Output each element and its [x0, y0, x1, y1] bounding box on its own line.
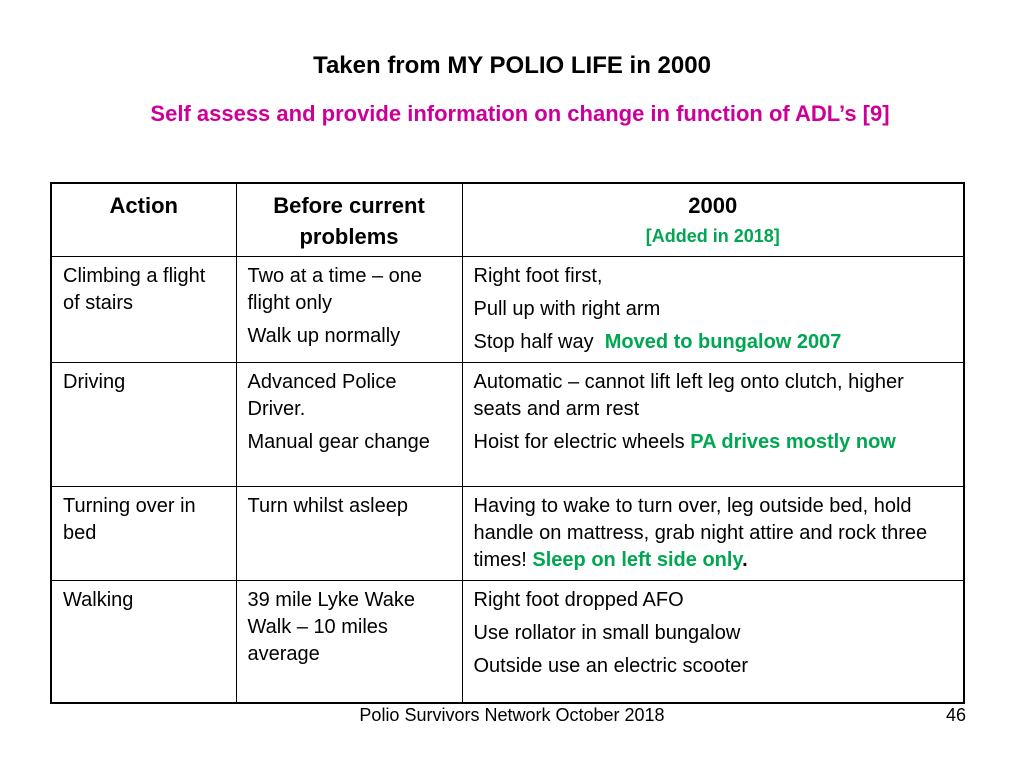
cell-current: [462, 363, 964, 487]
slide-footer: Polio Survivors Network October 2018: [359, 705, 665, 725]
slide-subtitle-text: Self assess and provide information on change in function of ADL’s [9]: [150, 101, 890, 126]
cell-action: Climbing a flight of stairs: [51, 257, 236, 363]
cell-current-line: Automatic – cannot lift left leg onto clutch, higher seats and arm rest: [473, 371, 904, 420]
header-action: Action: [51, 183, 236, 257]
cell-current-text: Hoist for electric wheels: [473, 431, 685, 453]
cell-before: [236, 487, 462, 581]
cell-action: Driving: [51, 363, 236, 487]
cell-before-line: Turn whilst asleep: [247, 495, 408, 517]
cell-current-line: Right foot first,: [473, 265, 603, 287]
cell-current: [462, 487, 964, 581]
cell-current-line: Use rollator in small bungalow: [473, 622, 741, 644]
header-added-note: [Added in 2018]: [645, 226, 780, 246]
cell-before-line: Walk up normally: [247, 325, 401, 347]
cell-before-line: Two at a time – one flight only: [247, 265, 423, 314]
table-row: [51, 487, 964, 581]
header-2000: [462, 183, 964, 257]
slide-subtitle: [0, 101, 1024, 127]
cell-current-text: Stop half way: [473, 331, 594, 353]
adl-comparison-table: [50, 182, 965, 704]
cell-current-text: Having to wake to turn over, leg outside bed, hold handle on mattress, grab night attire and rock three times!: [473, 495, 928, 571]
cell-action: Walking: [51, 581, 236, 703]
cell-current: [462, 581, 964, 703]
cell-before: [236, 257, 462, 363]
table-row: [51, 363, 964, 487]
table-row: [51, 581, 964, 703]
cell-before: [236, 581, 462, 703]
cell-current-line: Pull up with right arm: [473, 298, 661, 320]
table-row: [51, 257, 964, 363]
table-header-row: [51, 183, 964, 257]
added-2018-note: Sleep on left side only: [532, 549, 743, 571]
page-number: 46: [945, 705, 966, 725]
header-before-current-problems: Before current problems: [236, 183, 462, 257]
cell-action: Turning over in bed: [51, 487, 236, 581]
added-2018-note: PA drives mostly now: [690, 431, 896, 453]
cell-current-line: [474, 329, 954, 356]
added-note-suffix: .: [742, 549, 748, 571]
cell-before-line: Manual gear change: [247, 431, 430, 453]
cell-current: [462, 257, 964, 363]
cell-before: [236, 363, 462, 487]
header-year: 2000: [688, 193, 738, 218]
cell-current-line: Outside use an electric scooter: [473, 655, 749, 677]
cell-before-line: Advanced Police Driver.: [247, 371, 397, 420]
slide-title: Taken from MY POLIO LIFE in 2000: [313, 52, 711, 79]
cell-current-line: [474, 429, 954, 456]
cell-before-line: 39 mile Lyke Wake Walk – 10 miles average: [247, 589, 415, 665]
cell-current-line: Right foot dropped AFO: [473, 589, 684, 611]
added-2018-note: Moved to bungalow 2007: [604, 331, 842, 353]
